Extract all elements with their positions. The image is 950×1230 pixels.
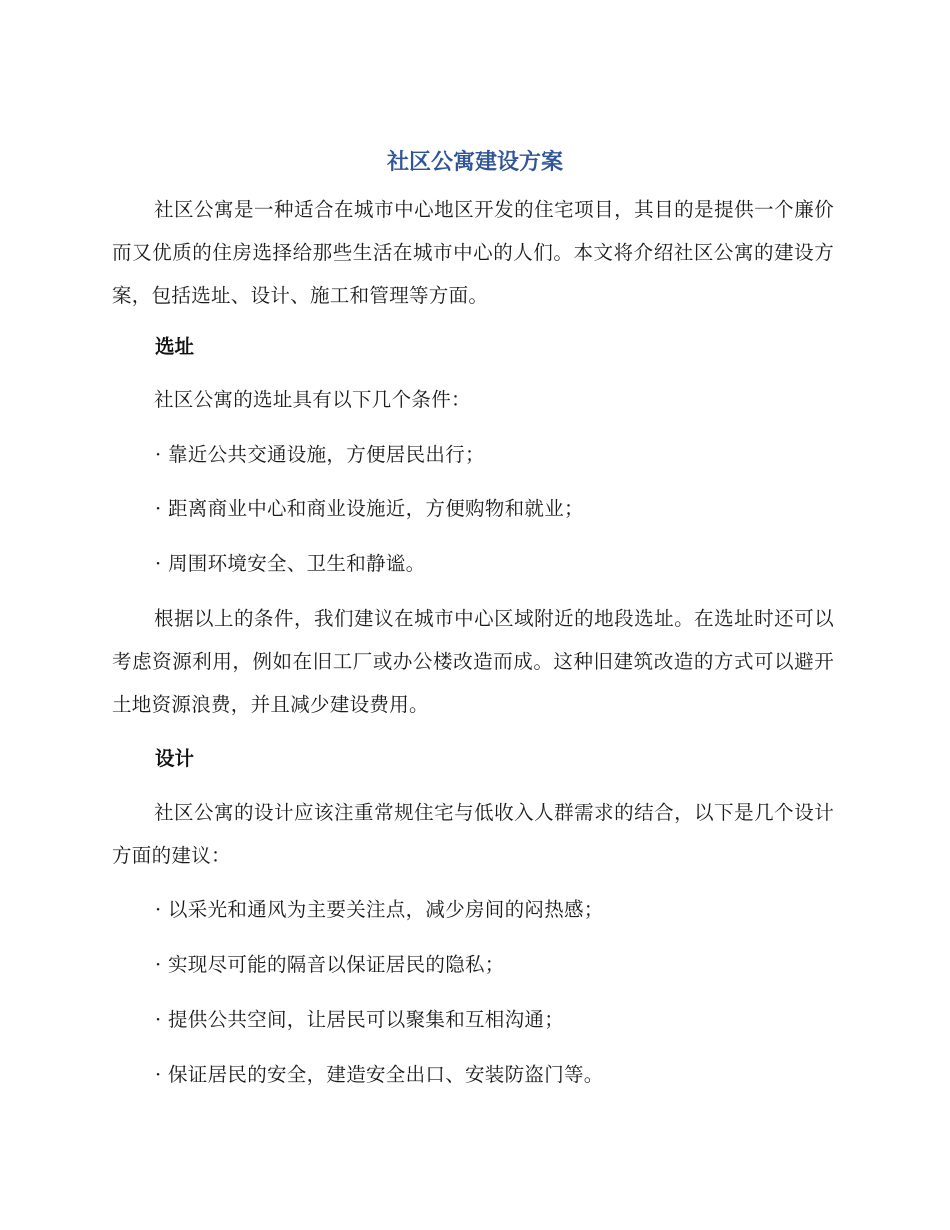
site-bullet-item: · 靠近公共交通设施，方便居民出行； [155, 443, 485, 466]
design-bullet-item: · 以采光和通风为主要关注点，减少房间的闷热感； [155, 898, 604, 921]
design-bullet-item: · 提供公共空间，让居民可以聚集和互相沟通； [155, 1008, 564, 1031]
design-bullet-item: · 实现尽可能的隔音以保证居民的隐私； [155, 953, 505, 976]
design-lead-paragraph: 社区公寓的设计应该注重常规住宅与低收入人群需求的结合，以下是几个设计方面的建议： [112, 801, 834, 867]
document-title: 社区公寓建设方案 [386, 150, 563, 175]
section-heading-site: 选址 [155, 335, 195, 358]
design-bullet-item: · 保证居民的安全，建造安全出口、安装防盗门等。 [155, 1063, 604, 1086]
site-bullet-item: · 距离商业中心和商业设施近，方便购物和就业； [155, 497, 584, 520]
section-heading-design: 设计 [155, 747, 195, 770]
site-conclusion-paragraph: 根据以上的条件，我们建议在城市中心区域附近的地段选址。在选址时还可以考虑资源利用，例如在旧工厂或办公楼改造而成。这种旧建筑改造的方式可以避开土地资源浪费，并且减少建设费用。 [112, 607, 834, 716]
intro-paragraph: 社区公寓是一种适合在城市中心地区开发的住宅项目，其目的是提供一个廉价而又优质的住房选择给那些生活在城市中心的人们。本文将介绍社区公寓的建设方案，包括选址、设计、施工和管理等方面。 [112, 198, 834, 307]
site-bullet-item: · 周围环境安全、卫生和静谧。 [155, 552, 426, 575]
site-lead-paragraph: 社区公寓的选址具有以下几个条件： [154, 388, 471, 411]
